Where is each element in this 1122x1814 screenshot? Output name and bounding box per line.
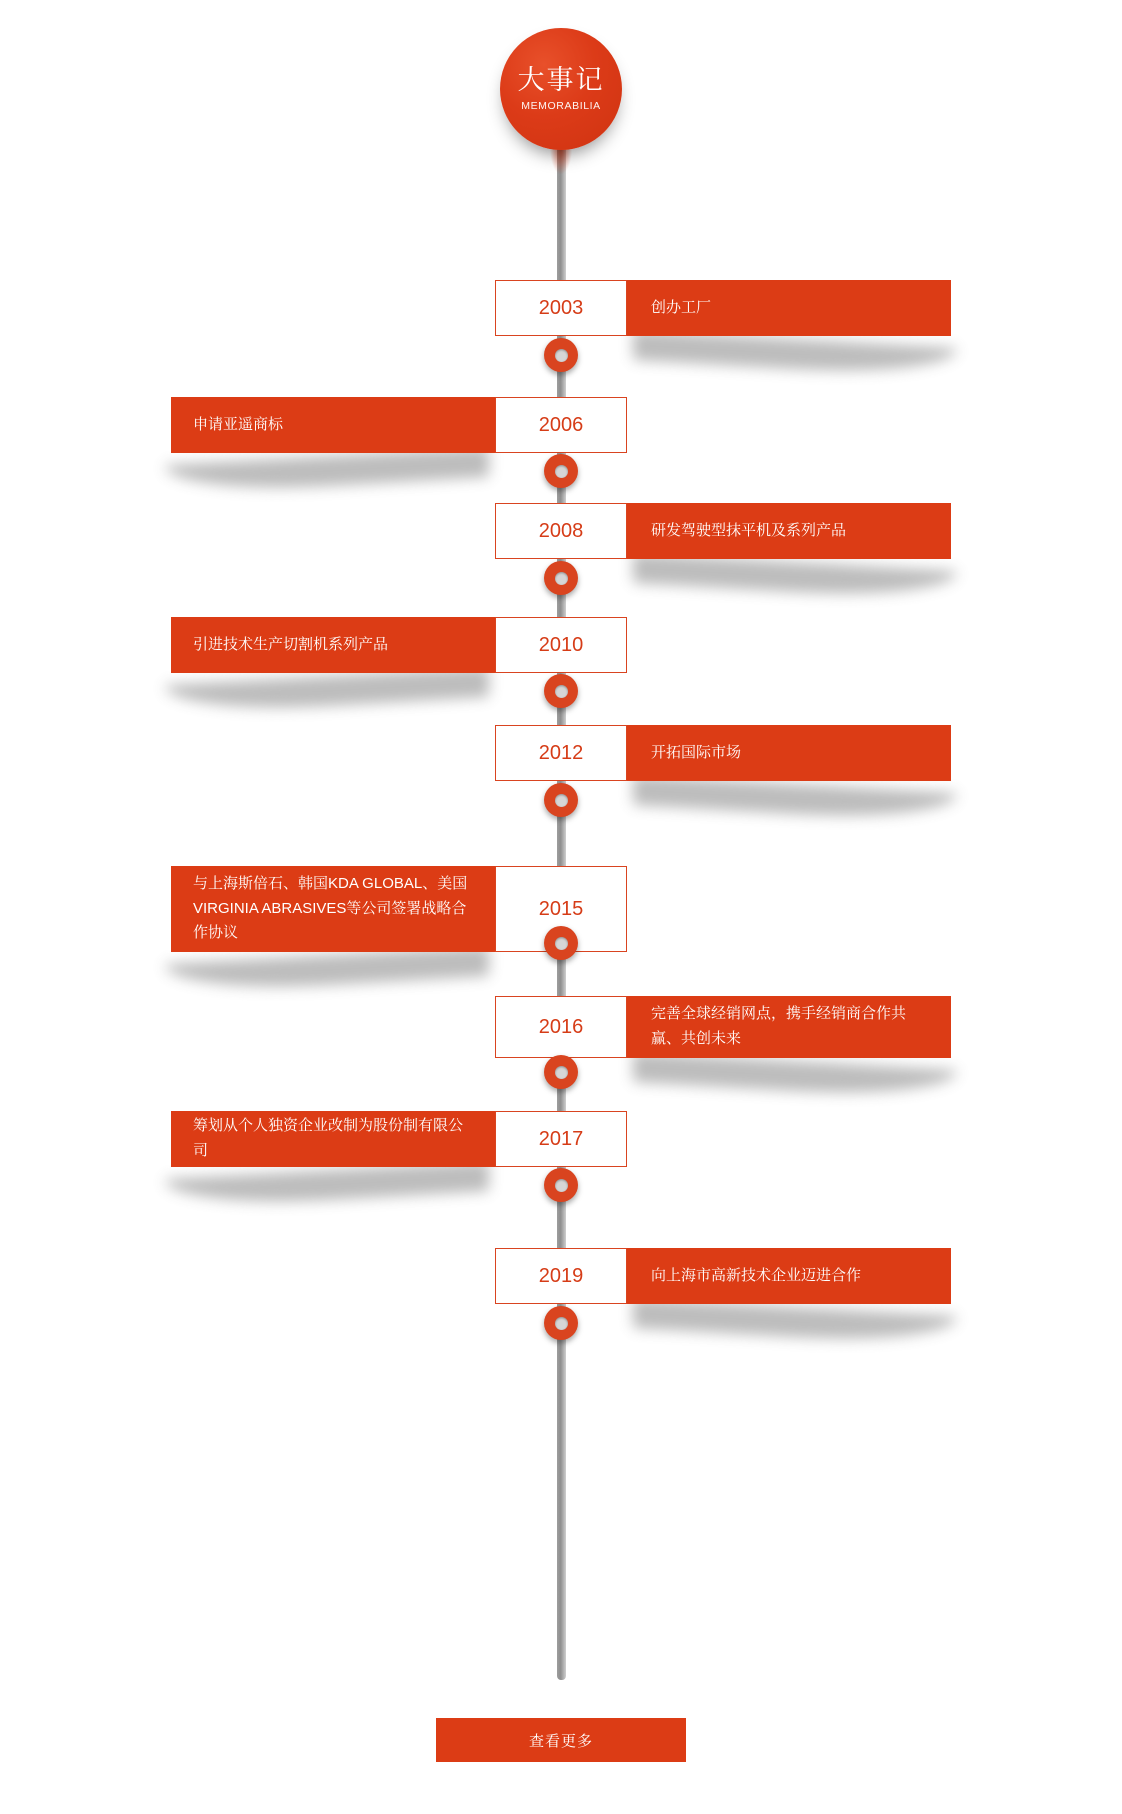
panel-shadow — [165, 946, 489, 994]
event-text: 筹划从个人独资企业改制为股份制有限公司 — [193, 1117, 464, 1159]
panel-shadow — [633, 1052, 957, 1100]
event-text: 与上海斯倍石、韩国KDA GLOBAL、美国VIRGINIA ABRASIVES等公司签署战略合作协议 — [193, 874, 468, 942]
badge-title-en: MEMORABILIA — [521, 99, 601, 112]
event-text: 研发驾驶型抹平机及系列产品 — [651, 521, 847, 539]
event-year: 2016 — [538, 1015, 584, 1038]
event-year-chip[interactable] — [495, 503, 627, 559]
event-text: 完善全球经销网点，携手经销商合作共赢、共创未来 — [651, 1005, 907, 1047]
event-year: 2008 — [538, 519, 584, 542]
event-text: 引进技术生产切割机系列产品 — [193, 635, 389, 653]
event-year: 2006 — [538, 413, 584, 436]
event-panel[interactable] — [627, 1248, 951, 1304]
event-year-chip[interactable] — [495, 996, 627, 1058]
panel-shadow — [633, 553, 957, 601]
event-year-chip[interactable] — [495, 397, 627, 453]
panel-shadow — [633, 330, 957, 378]
event-panel[interactable] — [627, 725, 951, 781]
timeline-node[interactable] — [544, 1055, 578, 1089]
event-text: 申请亚遥商标 — [193, 415, 284, 433]
event-year: 2012 — [538, 741, 584, 764]
event-year-chip[interactable] — [495, 280, 627, 336]
event-panel[interactable] — [627, 280, 951, 336]
timeline-node[interactable] — [544, 454, 578, 488]
panel-shadow — [165, 667, 489, 715]
event-year-chip[interactable] — [495, 617, 627, 673]
event-panel[interactable] — [627, 503, 951, 559]
event-year: 2015 — [538, 897, 584, 920]
event-panel[interactable] — [171, 617, 495, 673]
event-year-chip[interactable] — [495, 1111, 627, 1167]
timeline-node[interactable] — [544, 1306, 578, 1340]
panel-shadow — [633, 775, 957, 823]
event-year: 2017 — [538, 1127, 584, 1150]
event-text: 开拓国际市场 — [651, 743, 742, 761]
timeline-node[interactable] — [544, 926, 578, 960]
panel-shadow — [165, 1161, 489, 1209]
event-year: 2019 — [538, 1264, 584, 1287]
event-text: 向上海市高新技术企业迈进合作 — [651, 1266, 862, 1284]
event-panel[interactable] — [171, 1111, 495, 1167]
timeline-node[interactable] — [544, 338, 578, 372]
event-text: 创办工厂 — [651, 298, 712, 316]
timeline-node[interactable] — [544, 1168, 578, 1202]
view-more-button[interactable]: 查看更多 — [436, 1718, 686, 1762]
panel-shadow — [633, 1298, 957, 1346]
badge-title-cn: 大事记 — [517, 65, 605, 96]
event-year: 2010 — [538, 633, 584, 656]
event-panel[interactable] — [171, 397, 495, 453]
event-year-chip[interactable] — [495, 1248, 627, 1304]
timeline-node[interactable] — [544, 674, 578, 708]
timeline-node[interactable] — [544, 561, 578, 595]
event-panel[interactable] — [627, 996, 951, 1058]
event-year-chip[interactable] — [495, 725, 627, 781]
timeline-node[interactable] — [544, 783, 578, 817]
event-year: 2003 — [538, 296, 584, 319]
event-panel[interactable] — [171, 866, 495, 952]
memorabilia-badge — [500, 28, 622, 150]
panel-shadow — [165, 447, 489, 495]
